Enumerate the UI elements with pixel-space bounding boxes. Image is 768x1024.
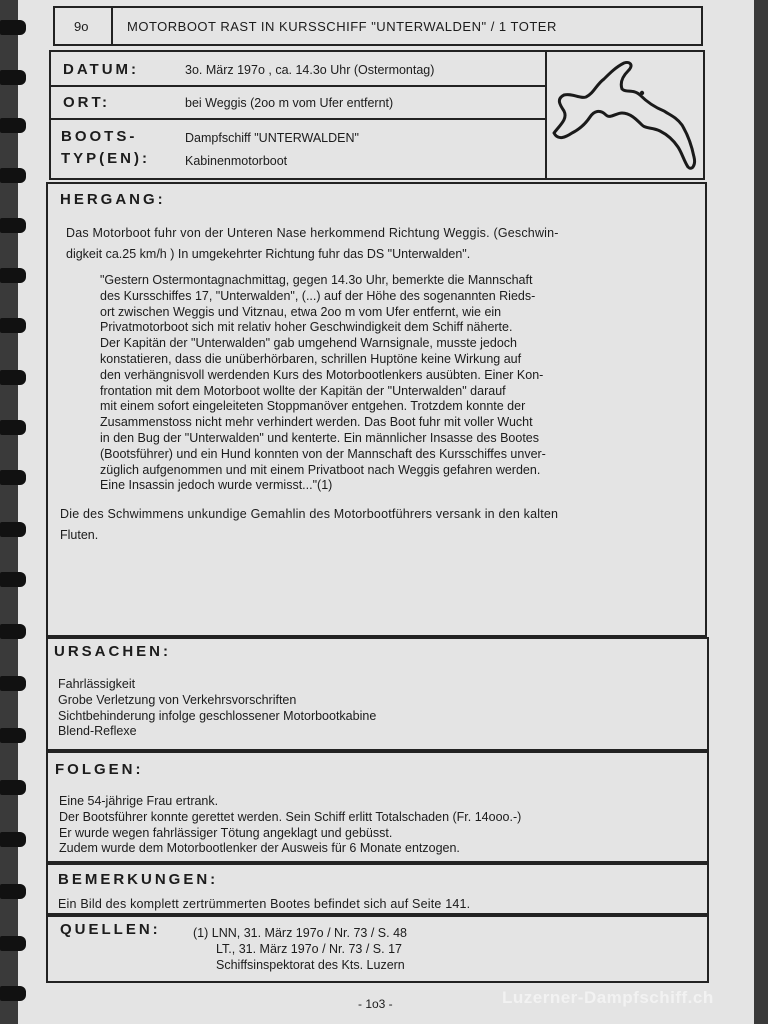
fields-map-divider (545, 50, 547, 180)
quellen-line-3: Schiffsinspektorat des Kts. Luzern (216, 958, 405, 972)
binding-coil (0, 318, 26, 333)
quellen-label: QUELLEN: (60, 921, 161, 938)
quellen-line-1: (1) LNN, 31. März 197o / Nr. 73 / S. 48 (193, 926, 407, 940)
folgen-item: Zudem wurde dem Motorbootlenker der Ausweis für 6 Monate entzogen. (59, 841, 460, 856)
spiral-binding (0, 0, 24, 1024)
ursachen-item: Sichtbehinderung infolge geschlossener Motorbootkabine (58, 708, 377, 723)
hergang-outro-line-1: Die des Schwimmens unkundige Gemahlin des Motorbootführers versank in den kalten (60, 507, 559, 521)
watermark: Luzerner-Dampfschiff.ch (502, 988, 714, 1007)
quote-line: konstatieren, dass die unüberhörbaren, schrillen Huptöne keine Wirkung auf (100, 351, 522, 366)
document-page (18, 0, 754, 1024)
folgen-item: Der Bootsführer konnte gerettet werden. Sein Schiff erlitt Totalschaden (Fr. 14ooo.-) (59, 809, 522, 824)
quote-line: Zusammenstoss nicht mehr verhindert werden. Das Boot fuhr mit voller Wucht (100, 415, 533, 430)
header-divider (111, 6, 113, 46)
binding-coil (0, 936, 26, 951)
lake-map-icon (550, 55, 700, 177)
ursachen-list (58, 677, 376, 740)
datum-label: DATUM: (63, 61, 140, 78)
binding-coil (0, 624, 26, 639)
hergang-intro-line-2: digkeit ca.25 km/h ) In umgekehrter Richtung fuhr das DS "Unterwalden". (66, 247, 471, 261)
hergang-intro-line-1: Das Motorboot fuhr von der Unteren Nase herkommend Richtung Weggis. (Geschwin- (66, 226, 559, 240)
hergang-label: HERGANG: (60, 191, 166, 208)
quote-line: des Kursschiffes 17, "Unterwalden", (...) auf der Höhe des sogenannten Rieds- (100, 288, 536, 303)
binding-coil (0, 884, 26, 899)
header-title: MOTORBOOT RAST IN KURSSCHIFF "UNTERWALDEN" / 1 TOTER (127, 19, 557, 34)
bemerkungen-text: Ein Bild des komplett zertrümmerten Bootes befindet sich auf Seite 141. (58, 897, 471, 911)
binding-coil (0, 420, 26, 435)
binding-coil (0, 118, 26, 133)
binding-coil (0, 218, 26, 233)
quote-line: in den Bug der "Unterwalden" und kenterte. Ein männlicher Insasse des Bootes (100, 430, 539, 445)
hergang-quote (100, 273, 694, 494)
quote-line: frontation mit dem Motorboot wollte der Kapitän der "Unterwalden" darauf (100, 383, 506, 398)
binding-coil (0, 780, 26, 795)
quote-line: Eine Insassin jedoch wurde vermisst..."(1) (100, 478, 333, 493)
binding-coil (0, 470, 26, 485)
bootstyp-value-line-1: Dampfschiff "UNTERWALDEN" (185, 131, 359, 145)
ursachen-item: Grobe Verletzung von Verkehrsvorschriften (58, 692, 297, 707)
binding-coil (0, 572, 26, 587)
binding-coil (0, 370, 26, 385)
binding-coil (0, 728, 26, 743)
hergang-outro-line-2: Fluten. (60, 528, 99, 542)
bootstyp-label-line-2: TYP(EN): (61, 150, 150, 167)
fields-row-line-1 (49, 85, 546, 87)
quote-line: mit einem sofort eingeleiteten Stoppmanöver entgehen. Trotzdem konnte der (100, 399, 526, 414)
ursachen-label: URSACHEN: (54, 643, 171, 660)
binding-coil (0, 522, 26, 537)
bemerkungen-label: BEMERKUNGEN: (58, 871, 219, 888)
ursachen-item: Fahrlässigkeit (58, 677, 136, 691)
folgen-list (59, 794, 521, 857)
quellen-line-2: LT., 31. März 197o / Nr. 73 / S. 17 (216, 942, 402, 956)
binding-coil (0, 70, 26, 85)
ort-label: ORT: (63, 94, 110, 111)
folgen-label: FOLGEN: (55, 761, 144, 778)
quote-line: ort zwischen Weggis und Vitznau, etwa 2oo m vom Ufer entfernt, wie ein (100, 304, 502, 319)
quote-line: "Gestern Ostermontagnachmittag, gegen 14.3o Uhr, bemerkte die Mannschaft (100, 273, 533, 287)
folgen-item: Er wurde wegen fahrlässiger Tötung angeklagt und gebüsst. (59, 825, 393, 840)
quote-line: züglich aufgenommen und mit einem Privatboot nach Weggis gefahren werden. (100, 462, 541, 477)
page-number: - 1o3 - (358, 997, 393, 1011)
binding-coil (0, 676, 26, 691)
datum-value: 3o. März 197o , ca. 14.3o Uhr (Ostermontag) (185, 63, 435, 77)
binding-coil (0, 268, 26, 283)
bootstyp-label-line-1: BOOTS- (61, 128, 138, 145)
ort-value: bei Weggis (2oo m vom Ufer entfernt) (185, 96, 394, 110)
quote-line: Der Kapitän der "Unterwalden" gab umgehend Warnsignale, musste jedoch (100, 336, 517, 351)
binding-coil (0, 832, 26, 847)
binding-coil (0, 986, 26, 1001)
binding-coil (0, 20, 26, 35)
ursachen-item: Blend-Reflexe (58, 724, 137, 739)
bootstyp-value-line-2: Kabinenmotorboot (185, 154, 288, 168)
binding-coil (0, 168, 26, 183)
fields-row-line-2 (49, 118, 546, 120)
quote-line: (Bootsführer) und ein Hund konnten von der Mannschaft des Kursschiffes unver- (100, 446, 546, 461)
header-number: 9o (74, 19, 89, 34)
folgen-item: Eine 54-jährige Frau ertrank. (59, 794, 219, 808)
quote-line: den verhängnisvoll werdenden Kurs des Motorbootlenkers ausübten. Einer Kon- (100, 367, 544, 382)
quote-line: Privatmotorboot sich mit relativ hoher Geschwindigkeit dem Schiff näherte. (100, 320, 513, 335)
